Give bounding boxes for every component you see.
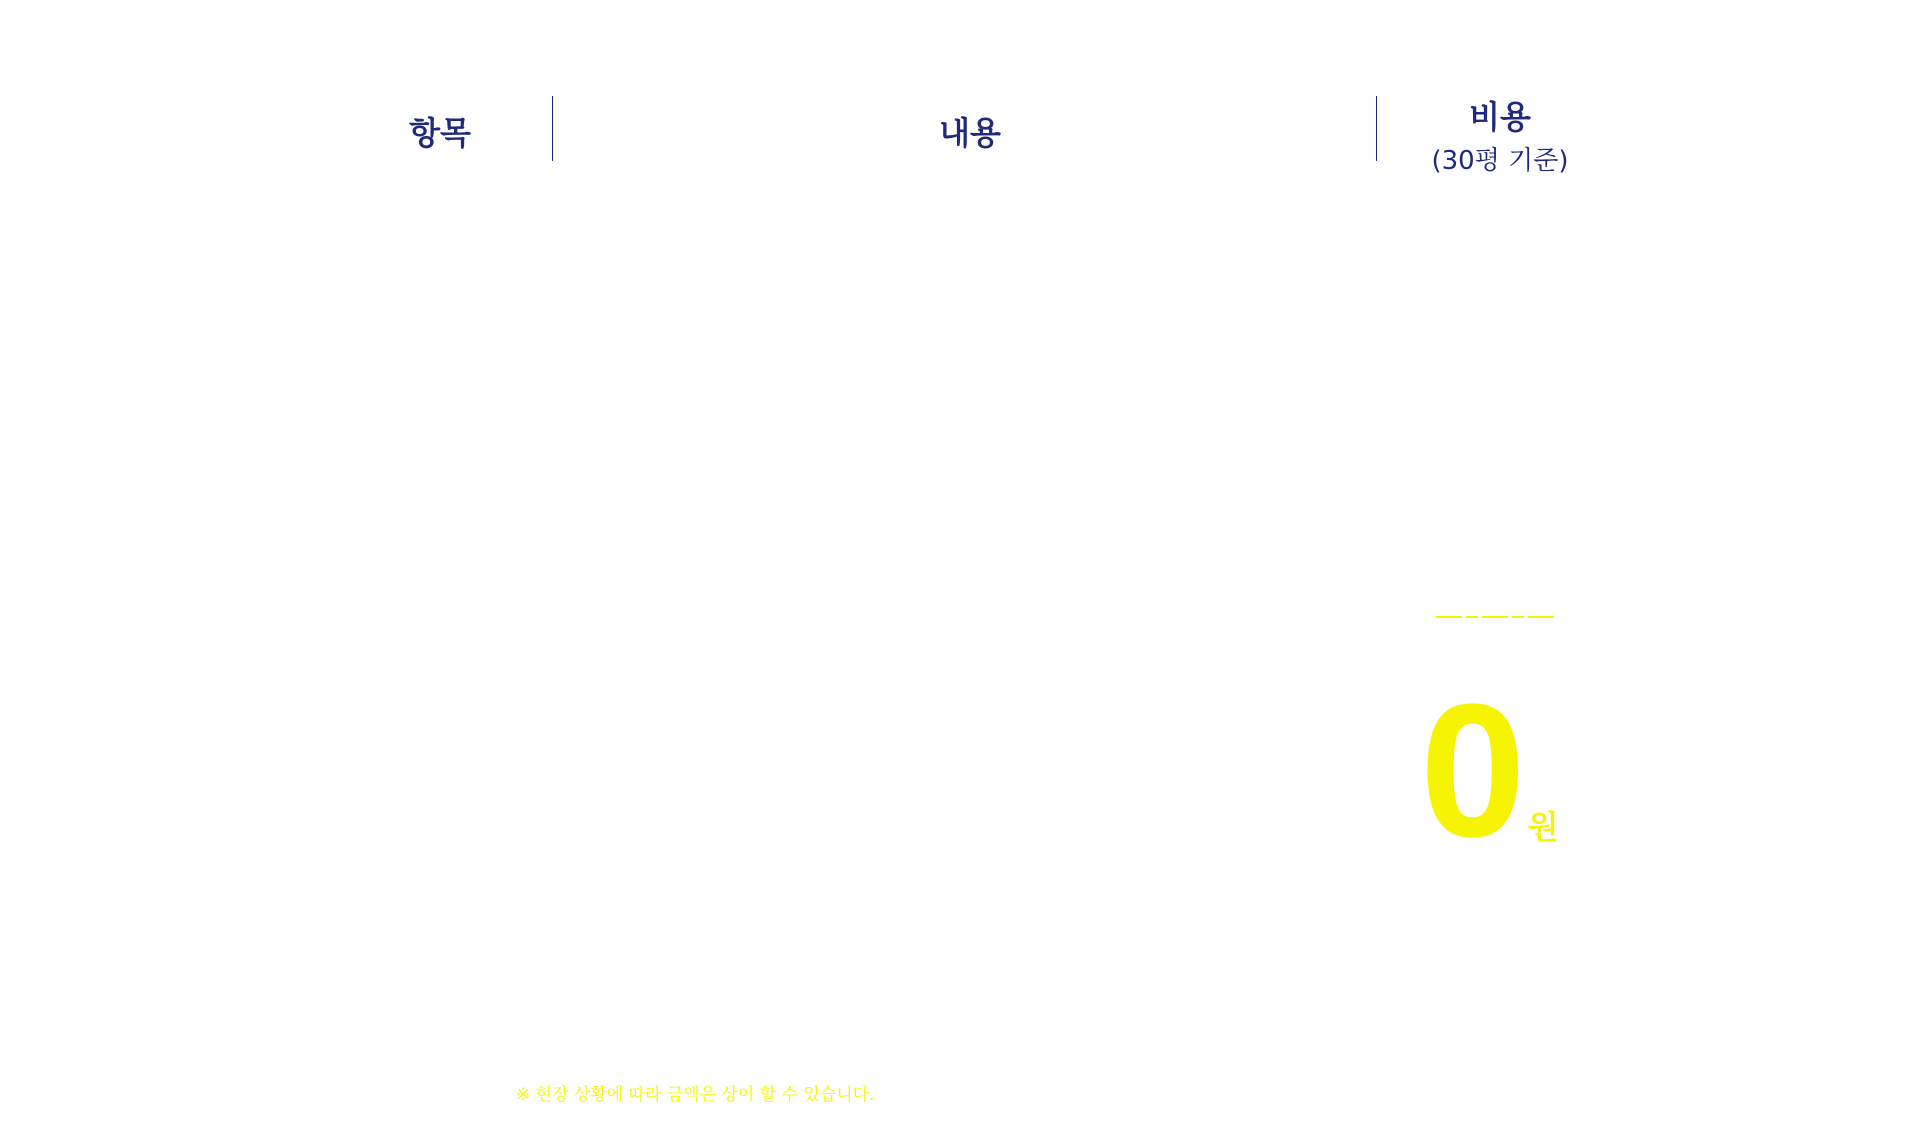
- price-unit: 원: [1527, 808, 1559, 846]
- header-content: 내용: [939, 114, 1001, 152]
- header-item: 항목: [409, 114, 471, 152]
- price-display: [1420, 665, 1559, 877]
- header-cost-label: 비용: [1469, 98, 1531, 136]
- price-notice: ※ 현장 상황에 따라 금액은 상이 할 수 있습니다.: [516, 1085, 875, 1105]
- price-dash-line: [1436, 616, 1556, 618]
- header-cost: [1400, 92, 1600, 177]
- header-cost-sublabel: (30평 기준): [1431, 146, 1569, 176]
- header-divider-left: [552, 96, 553, 161]
- header-divider-right: [1376, 96, 1377, 161]
- price-value: 0: [1420, 665, 1526, 877]
